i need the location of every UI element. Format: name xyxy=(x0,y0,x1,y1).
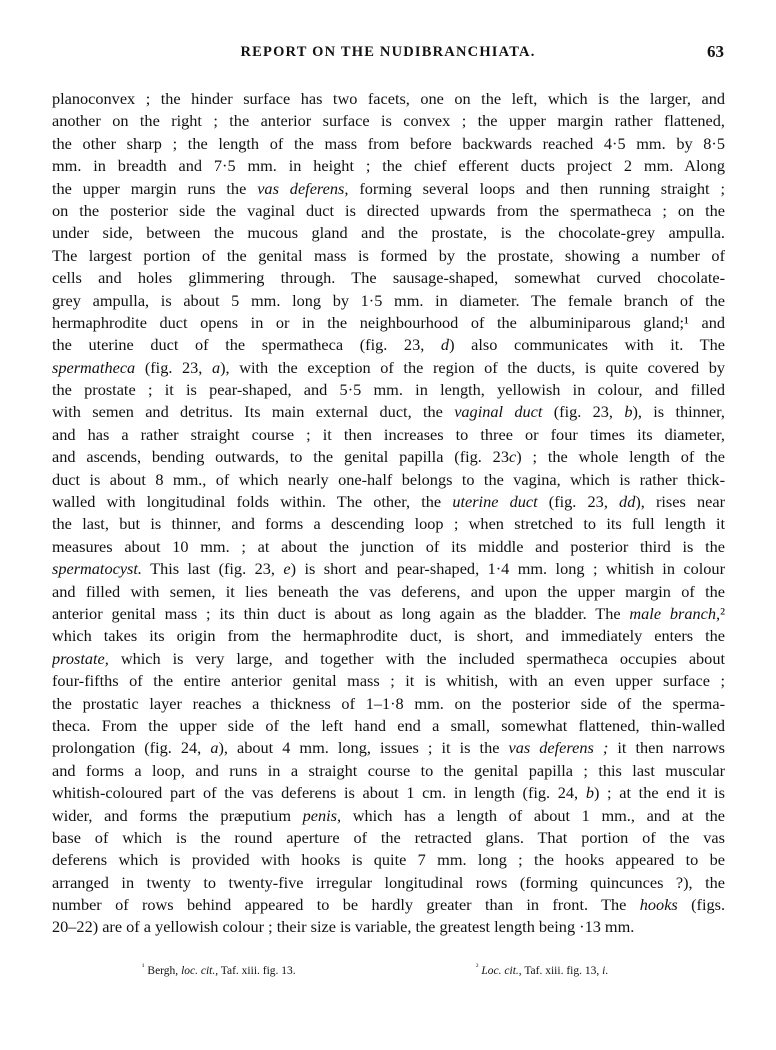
text-run: prolongation (fig. 24, xyxy=(52,738,211,758)
text-run: which is very large, and together with the included spermatheca occupies about xyxy=(108,648,725,668)
text-line xyxy=(52,737,725,759)
text-line xyxy=(52,693,725,715)
text-run: the upper margin runs the xyxy=(52,178,258,198)
text-run: with semen and detritus. Its main external duct, the xyxy=(52,402,455,422)
text-run: under side, between the mucous gland and the prostate, is the chocolate-grey ampulla. xyxy=(52,223,725,243)
text-run: forming several loops and then running straight ; xyxy=(348,178,725,198)
text-line xyxy=(52,267,725,289)
text-run: measures about 10 mm. ; at about the junction of its middle and posterior third is the xyxy=(52,536,725,556)
text-run: and filled with semen, it lies beneath the vas deferens, and upon the upper margin of the xyxy=(52,581,725,601)
text-line xyxy=(52,424,725,446)
text-run: , Taf. xiii. fig. 13. xyxy=(215,964,296,977)
text-run: (figs. xyxy=(677,895,725,915)
text-run: anterior genital mass ; its thin duct is about as long again as the bladder. The xyxy=(52,603,630,623)
running-header xyxy=(52,44,724,68)
text-line xyxy=(52,133,725,155)
text-line xyxy=(52,245,725,267)
text-run: grey ampulla, is about 5 mm. long by 1·5 mm. in diameter. The female branch of the xyxy=(52,290,725,310)
text-run: ² xyxy=(720,603,725,623)
text-line xyxy=(52,648,725,670)
text-run: base of which is the round aperture of the retracted glans. That portion of the vas xyxy=(52,827,725,847)
text-line xyxy=(52,872,725,894)
text-line xyxy=(52,827,725,849)
text-run: ), is thinner, xyxy=(632,402,725,422)
text-line xyxy=(52,894,725,916)
text-line xyxy=(52,290,725,312)
italic-run: spermatheca xyxy=(52,357,136,377)
italic-run: b xyxy=(585,783,594,803)
italic-run: b xyxy=(624,402,633,422)
text-run: the last, but is thinner, and forms a descending loop ; when stretched to its full length it xyxy=(52,514,725,534)
italic-run: d xyxy=(440,335,450,355)
text-run: cells and holes glimmering through. The sausage-shaped, somewhat curved chocolate- xyxy=(52,268,725,288)
text-run: which has a length of about 1 mm., and at the xyxy=(341,805,725,825)
text-line xyxy=(52,334,725,356)
text-line xyxy=(52,222,725,244)
text-line xyxy=(52,513,725,535)
italic-run: prostate, xyxy=(52,648,109,668)
text-run: , Taf. xiii. fig. 13, xyxy=(518,964,603,977)
text-run: ) ; the whole length of the xyxy=(516,447,725,467)
text-run: wider, and forms the præputium xyxy=(52,805,303,825)
text-line xyxy=(52,670,725,692)
text-run: and has a rather straight course ; it then increases to three or four times its diameter, xyxy=(52,424,725,444)
text-line xyxy=(52,446,725,468)
italic-run: uterine duct xyxy=(452,492,538,512)
text-run: ) is short and pear-shaped, 1·4 mm. long ; whitish in colour xyxy=(290,559,725,579)
text-run: This last (fig. 23, xyxy=(141,559,284,579)
text-run: hermaphrodite duct opens in or in the neighbourhood of the albuminiparous gland;¹ and xyxy=(52,312,725,332)
text-run: ), with the exception of the region of the ducts, is quite covered by xyxy=(220,357,725,377)
text-run: the other sharp ; the length of the mass from before backwards reached 4·5 mm. by 8·5 xyxy=(52,133,725,153)
text-run: ) also communicates with it. The xyxy=(449,335,725,355)
italic-run: e xyxy=(283,559,291,579)
text-line xyxy=(52,88,725,110)
text-run: it then narrows xyxy=(608,738,725,758)
text-run: and ascends, bending outwards, to the genital papilla (fig. 23 xyxy=(52,447,509,467)
text-line xyxy=(52,312,725,334)
text-run: another on the right ; the anterior surface is convex ; the upper margin rather flattened, xyxy=(52,111,725,131)
text-line xyxy=(52,357,725,379)
text-run: number of rows behind appeared to be hardly greater than in front. The xyxy=(52,895,640,915)
italic-run: a xyxy=(212,357,221,377)
text-line xyxy=(52,760,725,782)
text-line xyxy=(52,110,725,132)
text-run: 20–22) are of a yellowish colour ; their size is variable, the greatest length being ·13 mm. xyxy=(52,917,635,937)
text-run: walled with longitudinal folds within. The other, the xyxy=(52,492,453,512)
footnote-1 xyxy=(142,962,296,977)
text-run: mm. in breadth and 7·5 mm. in height ; the chief efferent ducts project 2 mm. Along xyxy=(52,156,725,176)
text-line xyxy=(52,849,725,871)
body-paragraph xyxy=(52,88,725,939)
text-run: on the posterior side the vaginal duct is directed upwards from the spermatheca ; on the xyxy=(52,200,725,220)
italic-run: loc. cit. xyxy=(181,964,216,977)
text-run: theca. From the upper side of the left hand end a small, somewhat flattened, thin-walled xyxy=(52,715,725,735)
italic-run: c xyxy=(508,447,517,467)
text-run: (fig. 23, xyxy=(537,492,620,512)
text-line xyxy=(52,379,725,401)
text-line xyxy=(52,200,725,222)
italic-run: dd xyxy=(619,492,636,512)
text-line xyxy=(52,916,725,938)
italic-run: a xyxy=(210,738,219,758)
text-run: Bergh, xyxy=(147,964,182,977)
text-run: duct is about 8 mm., of which nearly one-half belongs to the vagina, which is rather thick- xyxy=(52,469,725,489)
italic-run: vaginal duct xyxy=(454,402,543,422)
text-line xyxy=(52,805,725,827)
text-line xyxy=(52,558,725,580)
text-run: which takes its origin from the hermaphrodite duct, is short, and immediately enters the xyxy=(52,626,725,646)
text-run: the prostate ; it is pear-shaped, and 5·5 mm. in length, yellowish in colour, and filled xyxy=(52,380,725,400)
text-line xyxy=(52,401,725,423)
running-title: REPORT ON THE NUDIBRANCHIATA. xyxy=(240,44,536,60)
text-line xyxy=(52,581,725,603)
text-run: deferens which is provided with hooks is quite 7 mm. long ; the hooks appeared to be xyxy=(52,850,725,870)
text-line xyxy=(52,178,725,200)
text-run: the uterine duct of the spermatheca (fig. 23, xyxy=(52,335,441,355)
text-run: (fig. 23, xyxy=(542,402,625,422)
page-number: 63 xyxy=(707,42,724,61)
text-run: planoconvex ; the hinder surface has two facets, one on the left, which is the larger, and xyxy=(52,89,725,108)
footnote-2 xyxy=(476,962,608,977)
italic-run: vas deferens ; xyxy=(508,738,609,758)
italic-run: Loc. cit. xyxy=(481,964,519,977)
italic-run: spermatocyst. xyxy=(52,559,142,579)
italic-run: hooks xyxy=(639,895,678,915)
italic-run: i xyxy=(602,964,606,977)
text-run: . xyxy=(605,964,609,977)
text-run: arranged in twenty to twenty-five irregular longitudinal rows (forming quincunces ?), the xyxy=(52,872,725,892)
italic-run: vas deferens, xyxy=(257,178,349,198)
text-line xyxy=(52,469,725,491)
footnote-marker: ¹ xyxy=(142,962,145,971)
footnote-marker: ² xyxy=(476,962,479,971)
text-line xyxy=(52,782,725,804)
text-line xyxy=(52,625,725,647)
text-run: four-fifths of the entire anterior genital mass ; it is whitish, with an even upper surface ; xyxy=(52,671,725,691)
text-run: whitish-coloured part of the vas deferens is about 1 cm. in length (fig. 24, xyxy=(52,783,586,803)
text-run: and forms a loop, and runs in a straight course to the genital papilla ; this last muscular xyxy=(52,760,725,780)
text-run: The largest portion of the genital mass is formed by the prostate, showing a number of xyxy=(52,245,725,265)
text-line xyxy=(52,603,725,625)
text-line xyxy=(52,491,725,513)
text-run: ) ; at the end it is xyxy=(593,783,725,803)
text-run: the prostatic layer reaches a thickness of 1–1·8 mm. on the posterior side of the sperma- xyxy=(52,693,725,713)
text-line xyxy=(52,536,725,558)
text-run: ), rises near xyxy=(635,492,725,512)
italic-run: male branch, xyxy=(629,603,721,623)
text-line xyxy=(52,715,725,737)
italic-run: penis, xyxy=(302,805,342,825)
text-run: ), about 4 mm. long, issues ; it is the xyxy=(218,738,509,758)
footnotes xyxy=(52,962,725,982)
text-line xyxy=(52,155,725,177)
text-run: (fig. 23, xyxy=(135,357,212,377)
